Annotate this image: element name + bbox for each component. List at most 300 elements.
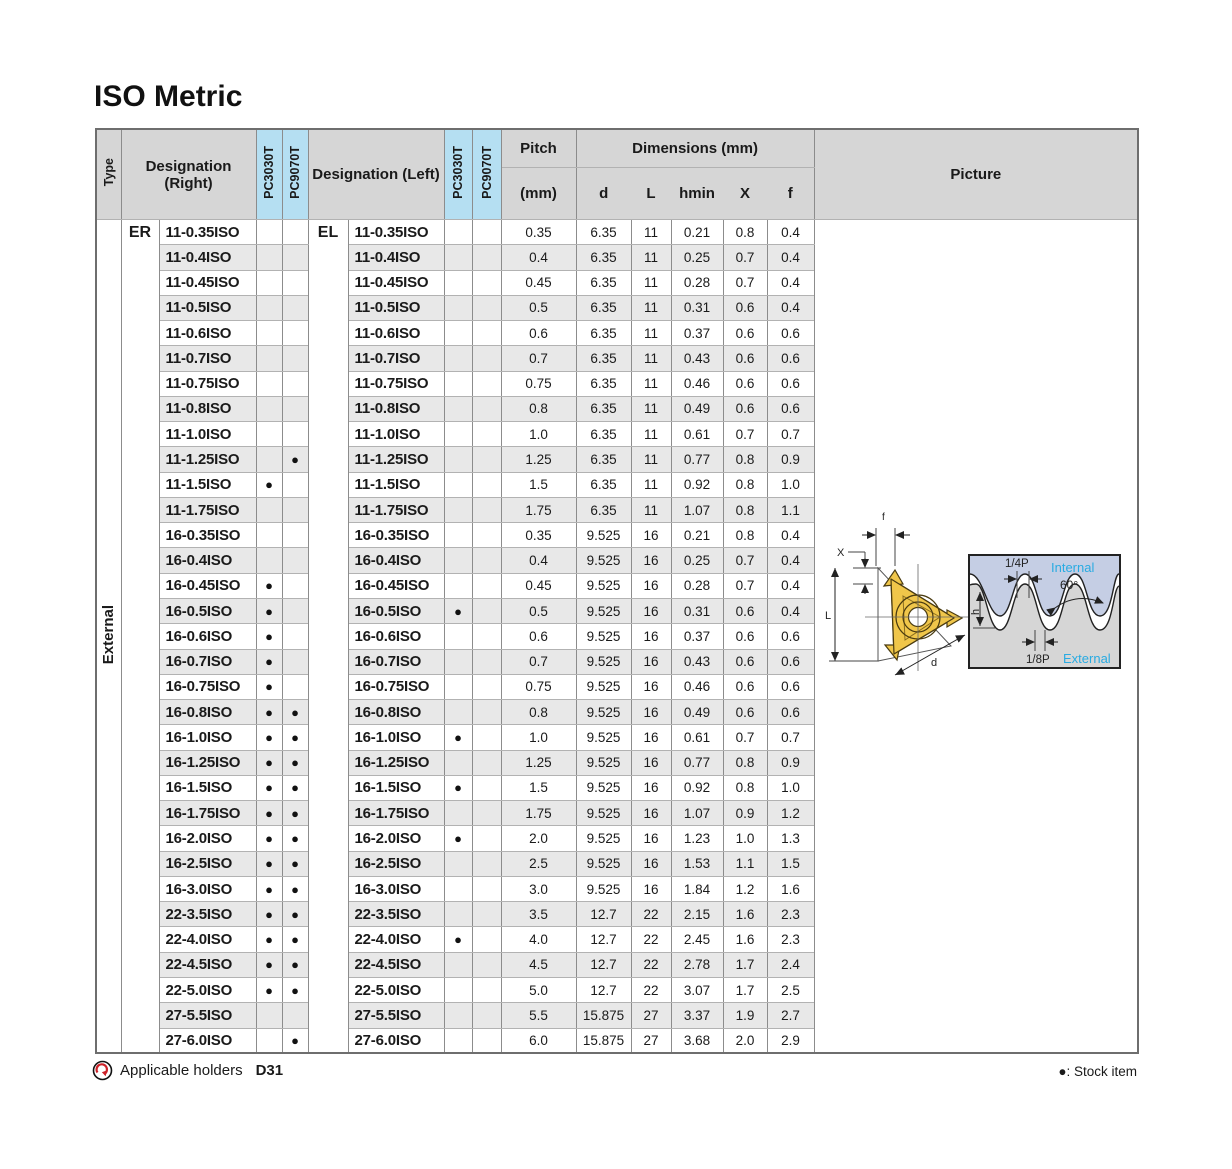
dim-L-cell: 16	[631, 826, 671, 851]
stock-dot-right-pc3030t	[256, 1028, 282, 1053]
dim-d-cell: 6.35	[576, 422, 631, 447]
thread-label-quarter-pitch: 1/4P	[1004, 558, 1029, 570]
dim-X-cell: 0.6	[723, 649, 767, 674]
dim-X-cell: 0.8	[723, 472, 767, 497]
stock-dot-left-pc3030t	[444, 295, 472, 320]
applicable-holders-icon	[92, 1060, 113, 1081]
dim-L-cell: 11	[631, 422, 671, 447]
stock-dot-right-pc3030t	[256, 346, 282, 371]
designation-right-cell: 16-1.5ISO	[159, 775, 256, 800]
stock-dot-right-pc9070t	[282, 472, 308, 497]
dim-L-cell: 16	[631, 750, 671, 775]
stock-dot-right-pc9070t	[282, 523, 308, 548]
dim-X-cell: 0.8	[723, 497, 767, 522]
dim-X-cell: 0.6	[723, 396, 767, 421]
designation-right-cell: 22-3.5ISO	[159, 902, 256, 927]
dim-f-cell: 0.6	[767, 674, 814, 699]
dim-L-cell: 22	[631, 902, 671, 927]
dim-X-cell: 0.8	[723, 750, 767, 775]
thread-label-internal: Internal	[1050, 560, 1094, 575]
designation-right-cell: 16-0.45ISO	[159, 573, 256, 598]
pitch-cell: 1.5	[501, 775, 576, 800]
dim-L-cell: 16	[631, 674, 671, 699]
stock-dot-left-pc3030t: ●	[444, 775, 472, 800]
stock-dot-right-pc3030t: ●	[256, 624, 282, 649]
designation-left-cell: 11-1.25ISO	[348, 447, 444, 472]
dim-d-cell: 6.35	[576, 472, 631, 497]
dim-d-cell: 12.7	[576, 952, 631, 977]
designation-right-cell: 11-0.6ISO	[159, 321, 256, 346]
designation-right-cell: 11-0.75ISO	[159, 371, 256, 396]
right-prefix-cell: ER	[121, 220, 159, 1054]
dim-L-cell: 16	[631, 725, 671, 750]
applicable-holders-label: Applicable holders	[120, 1062, 243, 1079]
stock-dot-left-pc9070t	[472, 624, 501, 649]
dim-L-cell: 11	[631, 321, 671, 346]
dim-L-cell: 22	[631, 952, 671, 977]
stock-dot-right-pc3030t	[256, 371, 282, 396]
stock-dot-left-pc9070t	[472, 523, 501, 548]
stock-dot-right-pc3030t: ●	[256, 775, 282, 800]
dim-L-cell: 27	[631, 1003, 671, 1028]
insert-label-x: X	[836, 547, 844, 559]
table-body	[96, 220, 1138, 1054]
stock-dot-left-pc3030t	[444, 447, 472, 472]
stock-dot-left-pc9070t	[472, 422, 501, 447]
designation-right-cell: 16-3.0ISO	[159, 876, 256, 901]
designation-right-cell: 22-5.0ISO	[159, 977, 256, 1002]
stock-dot-left-pc3030t	[444, 624, 472, 649]
stock-dot-right-pc9070t: ●	[282, 725, 308, 750]
stock-dot-right-pc3030t: ●	[256, 725, 282, 750]
designation-right-cell: 11-0.5ISO	[159, 295, 256, 320]
dim-f-cell: 0.6	[767, 321, 814, 346]
stock-dot-right-pc3030t	[256, 422, 282, 447]
designation-right-cell: 16-0.8ISO	[159, 700, 256, 725]
stock-dot-right-pc9070t	[282, 270, 308, 295]
dim-d-cell: 9.525	[576, 876, 631, 901]
dim-hmin-cell: 3.07	[671, 977, 723, 1002]
stock-dot-right-pc9070t	[282, 598, 308, 623]
col-header-pc3030t-left: PC3030T	[444, 129, 472, 220]
stock-dot-left-pc3030t	[444, 523, 472, 548]
designation-right-cell: 16-2.0ISO	[159, 826, 256, 851]
dim-d-cell: 12.7	[576, 927, 631, 952]
pitch-cell: 3.0	[501, 876, 576, 901]
dim-hmin-cell: 0.31	[671, 295, 723, 320]
stock-dot-left-pc9070t	[472, 700, 501, 725]
stock-dot-right-pc9070t	[282, 295, 308, 320]
stock-dot-right-pc9070t	[282, 573, 308, 598]
stock-dot-left-pc9070t	[472, 952, 501, 977]
designation-right-cell: 22-4.0ISO	[159, 927, 256, 952]
pitch-cell: 1.0	[501, 422, 576, 447]
stock-dot-right-pc3030t	[256, 270, 282, 295]
stock-dot-right-pc9070t: ●	[282, 977, 308, 1002]
stock-dot-left-pc9070t	[472, 396, 501, 421]
stock-dot-right-pc3030t: ●	[256, 902, 282, 927]
pitch-cell: 1.0	[501, 725, 576, 750]
stock-dot-right-pc9070t: ●	[282, 851, 308, 876]
pitch-cell: 4.5	[501, 952, 576, 977]
designation-left-cell: 11-0.6ISO	[348, 321, 444, 346]
designation-left-cell: 16-1.0ISO	[348, 725, 444, 750]
dim-d-cell: 9.525	[576, 649, 631, 674]
dim-f-cell: 2.9	[767, 1028, 814, 1053]
thread-profile-diagram	[967, 552, 1123, 672]
dim-f-cell: 0.4	[767, 598, 814, 623]
stock-dot-left-pc9070t	[472, 826, 501, 851]
dim-f-cell: 0.4	[767, 245, 814, 270]
stock-dot-right-pc3030t: ●	[256, 750, 282, 775]
stock-dot-left-pc9070t	[472, 472, 501, 497]
dim-L-cell: 16	[631, 624, 671, 649]
stock-dot-left-pc3030t	[444, 497, 472, 522]
stock-dot-right-pc3030t	[256, 523, 282, 548]
dim-X-cell: 0.6	[723, 598, 767, 623]
designation-left-cell: 11-0.4ISO	[348, 245, 444, 270]
designation-right-cell: 16-1.75ISO	[159, 801, 256, 826]
dim-hmin-cell: 0.21	[671, 523, 723, 548]
designation-left-cell: 16-0.6ISO	[348, 624, 444, 649]
stock-dot-left-pc3030t	[444, 220, 472, 245]
pitch-cell: 0.8	[501, 700, 576, 725]
stock-dot-right-pc9070t	[282, 548, 308, 573]
stock-dot-right-pc9070t: ●	[282, 927, 308, 952]
dim-L-cell: 16	[631, 598, 671, 623]
dim-d-cell: 6.35	[576, 497, 631, 522]
pitch-cell: 3.5	[501, 902, 576, 927]
dim-f-cell: 0.4	[767, 573, 814, 598]
dim-hmin-cell: 1.07	[671, 801, 723, 826]
col-header-hmin: hmin	[671, 168, 723, 220]
pitch-cell: 0.45	[501, 573, 576, 598]
dim-X-cell: 0.6	[723, 624, 767, 649]
stock-dot-left-pc9070t	[472, 902, 501, 927]
col-header-L: L	[631, 168, 671, 220]
dim-hmin-cell: 0.61	[671, 725, 723, 750]
dim-L-cell: 27	[631, 1028, 671, 1053]
pitch-cell: 5.5	[501, 1003, 576, 1028]
designation-left-cell: 16-0.35ISO	[348, 523, 444, 548]
dim-f-cell: 1.5	[767, 851, 814, 876]
col-header-dimensions: Dimensions (mm)	[576, 129, 814, 168]
dim-hmin-cell: 0.46	[671, 674, 723, 699]
dim-X-cell: 1.0	[723, 826, 767, 851]
stock-dot-left-pc9070t	[472, 321, 501, 346]
designation-left-cell: 11-0.75ISO	[348, 371, 444, 396]
dim-d-cell: 9.525	[576, 598, 631, 623]
pitch-cell: 1.25	[501, 447, 576, 472]
dim-d-cell: 6.35	[576, 447, 631, 472]
dim-X-cell: 0.7	[723, 245, 767, 270]
iso-metric-table-wrap	[95, 128, 1139, 1054]
pitch-cell: 0.75	[501, 371, 576, 396]
designation-left-cell: 22-4.5ISO	[348, 952, 444, 977]
designation-left-cell: 11-0.45ISO	[348, 270, 444, 295]
pitch-cell: 0.6	[501, 321, 576, 346]
stock-dot-right-pc3030t	[256, 1003, 282, 1028]
stock-dot-right-pc3030t: ●	[256, 472, 282, 497]
dim-L-cell: 16	[631, 700, 671, 725]
stock-dot-right-pc3030t: ●	[256, 952, 282, 977]
stock-dot-left-pc3030t	[444, 700, 472, 725]
dim-X-cell: 1.6	[723, 927, 767, 952]
pitch-cell: 0.6	[501, 624, 576, 649]
stock-dot-left-pc9070t	[472, 649, 501, 674]
dim-d-cell: 6.35	[576, 270, 631, 295]
designation-left-cell: 22-3.5ISO	[348, 902, 444, 927]
dim-L-cell: 11	[631, 220, 671, 245]
dim-L-cell: 11	[631, 245, 671, 270]
col-header-designation-right: Designation (Right)	[121, 129, 256, 220]
pitch-cell: 2.0	[501, 826, 576, 851]
dim-hmin-cell: 0.43	[671, 346, 723, 371]
pitch-cell: 0.4	[501, 245, 576, 270]
dim-L-cell: 22	[631, 927, 671, 952]
designation-right-cell: 16-0.7ISO	[159, 649, 256, 674]
dim-X-cell: 0.8	[723, 447, 767, 472]
stock-dot-left-pc3030t	[444, 750, 472, 775]
stock-dot-left-pc9070t	[472, 548, 501, 573]
dim-L-cell: 16	[631, 649, 671, 674]
dim-X-cell: 0.6	[723, 674, 767, 699]
stock-item-legend	[995, 1064, 1137, 1079]
dim-L-cell: 16	[631, 573, 671, 598]
dim-L-cell: 11	[631, 270, 671, 295]
stock-dot-left-pc3030t	[444, 876, 472, 901]
dim-hmin-cell: 0.25	[671, 548, 723, 573]
stock-dot-left-pc3030t	[444, 422, 472, 447]
dim-hmin-cell: 0.92	[671, 775, 723, 800]
dim-f-cell: 0.4	[767, 295, 814, 320]
stock-dot-left-pc9070t	[472, 851, 501, 876]
thread-label-angle: 60°	[1059, 578, 1078, 592]
stock-dot-left-pc3030t	[444, 674, 472, 699]
stock-dot-right-pc9070t	[282, 674, 308, 699]
stock-dot-right-pc9070t: ●	[282, 1028, 308, 1053]
dim-hmin-cell: 0.61	[671, 422, 723, 447]
stock-dot-right-pc9070t	[282, 422, 308, 447]
pitch-cell: 0.5	[501, 295, 576, 320]
stock-dot-right-pc3030t	[256, 245, 282, 270]
table-row	[96, 220, 1138, 245]
dim-hmin-cell: 0.21	[671, 220, 723, 245]
dim-d-cell: 6.35	[576, 220, 631, 245]
page-title: ISO Metric	[94, 80, 243, 113]
stock-dot-right-pc3030t: ●	[256, 573, 282, 598]
dim-d-cell: 6.35	[576, 346, 631, 371]
thread-label-height: h	[969, 608, 982, 615]
dim-f-cell: 0.6	[767, 371, 814, 396]
dim-L-cell: 11	[631, 447, 671, 472]
dim-f-cell: 0.7	[767, 725, 814, 750]
stock-dot-left-pc3030t: ●	[444, 826, 472, 851]
designation-right-cell: 11-0.7ISO	[159, 346, 256, 371]
dim-L-cell: 16	[631, 801, 671, 826]
dim-X-cell: 1.7	[723, 952, 767, 977]
designation-right-cell: 11-1.5ISO	[159, 472, 256, 497]
pitch-cell: 4.0	[501, 927, 576, 952]
dim-X-cell: 1.7	[723, 977, 767, 1002]
stock-dot-left-pc3030t	[444, 801, 472, 826]
dim-f-cell: 2.5	[767, 977, 814, 1002]
dim-f-cell: 0.7	[767, 422, 814, 447]
designation-left-cell: 27-5.5ISO	[348, 1003, 444, 1028]
designation-left-cell: 16-0.8ISO	[348, 700, 444, 725]
dim-X-cell: 0.6	[723, 371, 767, 396]
dim-hmin-cell: 0.43	[671, 649, 723, 674]
stock-dot-left-pc9070t	[472, 270, 501, 295]
pitch-cell: 2.5	[501, 851, 576, 876]
dim-hmin-cell: 0.37	[671, 624, 723, 649]
dim-d-cell: 9.525	[576, 573, 631, 598]
dim-hmin-cell: 0.77	[671, 750, 723, 775]
designation-right-cell: 16-1.0ISO	[159, 725, 256, 750]
dim-d-cell: 9.525	[576, 750, 631, 775]
designation-right-cell: 27-5.5ISO	[159, 1003, 256, 1028]
dim-X-cell: 0.6	[723, 346, 767, 371]
designation-right-cell: 11-0.4ISO	[159, 245, 256, 270]
dim-X-cell: 1.9	[723, 1003, 767, 1028]
dim-hmin-cell: 0.31	[671, 598, 723, 623]
stock-dot-right-pc9070t	[282, 497, 308, 522]
stock-dot-left-pc3030t: ●	[444, 598, 472, 623]
dim-L-cell: 11	[631, 371, 671, 396]
pitch-cell: 6.0	[501, 1028, 576, 1053]
stock-dot-right-pc3030t	[256, 497, 282, 522]
dim-f-cell: 0.9	[767, 750, 814, 775]
stock-dot-right-pc3030t: ●	[256, 927, 282, 952]
pitch-cell: 0.35	[501, 220, 576, 245]
dim-d-cell: 9.525	[576, 851, 631, 876]
stock-dot-left-pc9070t	[472, 346, 501, 371]
dim-hmin-cell: 2.45	[671, 927, 723, 952]
designation-left-cell: 22-5.0ISO	[348, 977, 444, 1002]
dim-hmin-cell: 0.77	[671, 447, 723, 472]
stock-dot-left-pc9070t	[472, 447, 501, 472]
stock-dot-left-pc3030t	[444, 245, 472, 270]
col-header-d: d	[576, 168, 631, 220]
stock-dot-left-pc9070t	[472, 750, 501, 775]
stock-dot-right-pc3030t: ●	[256, 876, 282, 901]
dim-d-cell: 6.35	[576, 321, 631, 346]
insert-label-d: d	[930, 657, 937, 669]
stock-dot-left-pc9070t	[472, 801, 501, 826]
dim-L-cell: 11	[631, 497, 671, 522]
dim-d-cell: 12.7	[576, 977, 631, 1002]
stock-dot-left-pc9070t	[472, 295, 501, 320]
dim-X-cell: 0.8	[723, 775, 767, 800]
designation-left-cell: 11-1.0ISO	[348, 422, 444, 447]
designation-left-cell: 16-1.5ISO	[348, 775, 444, 800]
thread-label-external: External	[1062, 651, 1111, 666]
dim-d-cell: 6.35	[576, 295, 631, 320]
dim-hmin-cell: 0.28	[671, 270, 723, 295]
designation-left-cell: 16-0.7ISO	[348, 649, 444, 674]
dim-f-cell: 0.6	[767, 346, 814, 371]
designation-right-cell: 16-0.6ISO	[159, 624, 256, 649]
dim-X-cell: 0.6	[723, 700, 767, 725]
designation-right-cell: 27-6.0ISO	[159, 1028, 256, 1053]
stock-dot-left-pc9070t	[472, 775, 501, 800]
stock-dot-left-pc3030t	[444, 548, 472, 573]
designation-left-cell: 16-2.0ISO	[348, 826, 444, 851]
insert-label-l: L	[824, 610, 831, 622]
dim-hmin-cell: 3.37	[671, 1003, 723, 1028]
col-header-type: Type	[96, 129, 121, 220]
pitch-cell: 0.5	[501, 598, 576, 623]
pitch-cell: 5.0	[501, 977, 576, 1002]
stock-dot-right-pc9070t	[282, 321, 308, 346]
stock-dot-right-pc3030t: ●	[256, 700, 282, 725]
dim-f-cell: 2.3	[767, 902, 814, 927]
stock-dot-left-pc9070t	[472, 876, 501, 901]
dim-hmin-cell: 2.78	[671, 952, 723, 977]
dim-d-cell: 9.525	[576, 775, 631, 800]
col-header-pc9070t-left: PC9070T	[472, 129, 501, 220]
picture-cell-content	[815, 220, 1138, 1052]
dim-L-cell: 11	[631, 346, 671, 371]
dim-X-cell: 0.7	[723, 573, 767, 598]
dim-hmin-cell: 1.23	[671, 826, 723, 851]
stock-dot-left-pc9070t	[472, 1028, 501, 1053]
dim-X-cell: 0.8	[723, 523, 767, 548]
stock-dot-left-pc3030t	[444, 321, 472, 346]
stock-dot-right-pc9070t	[282, 624, 308, 649]
dim-d-cell: 9.525	[576, 826, 631, 851]
dim-hmin-cell: 3.68	[671, 1028, 723, 1053]
designation-left-cell: 16-3.0ISO	[348, 876, 444, 901]
stock-dot-right-pc3030t: ●	[256, 598, 282, 623]
designation-right-cell: 16-0.75ISO	[159, 674, 256, 699]
dim-f-cell: 0.9	[767, 447, 814, 472]
dim-L-cell: 22	[631, 977, 671, 1002]
designation-left-cell: 27-6.0ISO	[348, 1028, 444, 1053]
stock-dot-left-pc3030t	[444, 902, 472, 927]
dim-hmin-cell: 0.49	[671, 396, 723, 421]
dim-f-cell: 1.0	[767, 472, 814, 497]
stock-dot-left-pc3030t	[444, 270, 472, 295]
pitch-cell: 0.45	[501, 270, 576, 295]
col-header-pc9070t-right: PC9070T	[282, 129, 308, 220]
designation-left-cell: 11-0.5ISO	[348, 295, 444, 320]
stock-dot-right-pc3030t: ●	[256, 826, 282, 851]
designation-right-cell: 22-4.5ISO	[159, 952, 256, 977]
pitch-cell: 1.75	[501, 801, 576, 826]
stock-dot-right-pc3030t: ●	[256, 851, 282, 876]
pitch-cell: 0.4	[501, 548, 576, 573]
type-label: External	[100, 605, 118, 665]
dim-X-cell: 0.7	[723, 725, 767, 750]
dim-X-cell: 0.7	[723, 270, 767, 295]
designation-left-cell: 11-0.7ISO	[348, 346, 444, 371]
designation-left-cell: 16-0.45ISO	[348, 573, 444, 598]
stock-dot-right-pc3030t: ●	[256, 977, 282, 1002]
dim-f-cell: 0.6	[767, 624, 814, 649]
dim-hmin-cell: 1.84	[671, 876, 723, 901]
dim-f-cell: 1.0	[767, 775, 814, 800]
dim-d-cell: 9.525	[576, 725, 631, 750]
dim-X-cell: 1.6	[723, 902, 767, 927]
designation-left-cell: 16-0.75ISO	[348, 674, 444, 699]
dim-X-cell: 0.8	[723, 220, 767, 245]
pitch-cell: 1.5	[501, 472, 576, 497]
dim-f-cell: 1.6	[767, 876, 814, 901]
picture-cell	[814, 220, 1138, 1054]
stock-dot-left-pc9070t	[472, 220, 501, 245]
pitch-cell: 0.7	[501, 649, 576, 674]
